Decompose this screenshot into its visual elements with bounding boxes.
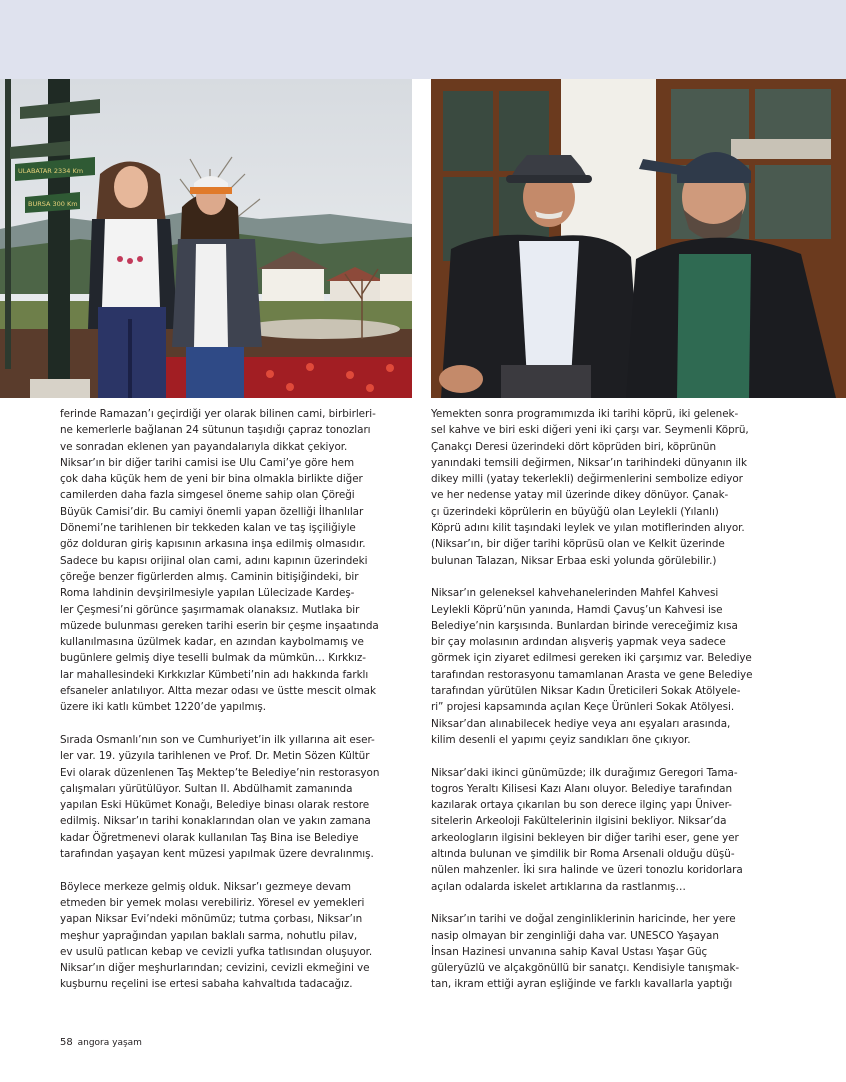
text-line: (Niksar’ın, bir diğer tarihi köprüsü olan ve Kelkit üzerinde <box>431 538 725 551</box>
text-line: altında bulunan ve şimdilik bir Roma Arsenali olduğu düşü- <box>431 848 735 861</box>
magazine-name: angora yaşam <box>77 1038 142 1048</box>
text-line: Çanakçı Deresi üzerindeki dört köprüden biri, köprünün <box>431 440 716 453</box>
text-line: bulunan Talazan, Niksar Erbaa eski yolunda görülebilir.) <box>431 554 717 567</box>
photo-two-men <box>431 79 846 398</box>
text-line: Dönemi’ne tarihlenen bir tekkeden kalan ve taş işçiliğiyle <box>60 522 356 535</box>
text-line: Niksar’ın bir diğer tarihi camisi ise Ulu Cami’ye göre hem <box>60 456 355 469</box>
text-line: ler Çeşmesi’ni görünce şaşırmamak olanaksız. Mutlaka bir <box>60 603 360 616</box>
paragraph <box>431 911 791 992</box>
text-line: bir çay molasının ardından alışveriş yapmak veya sadece <box>431 636 726 649</box>
page-footer <box>60 1037 142 1048</box>
text-line: Böylece merkeze gelmiş olduk. Niksar’ı gezmeye devam <box>60 880 351 893</box>
text-line: tarafından yaşayan kent müzesi yapılmak üzere devralınmış. <box>60 848 374 861</box>
text-line: çok daha küçük hem de yeni bir bina olmakla birlikte diğer <box>60 473 363 486</box>
text-line: çı üzerindeki köprülerin en büyüğü olan Leylekli (Yılanlı) <box>431 505 719 518</box>
text-line: ve her nedense yatay mil üzerinde dikey dönüyor. Çanak- <box>431 489 729 502</box>
text-line: sitelerin Arkeoloji Fakültelerinin ilgisini bekliyor. Niksar’da <box>431 815 727 828</box>
text-line: nülen mahzenler. İki sıra halinde ve üzeri tonozlu koridorlara <box>431 864 743 877</box>
text-line: Köprü adını kilit taşındaki leylek ve yılan motiflerinden alıyor. <box>431 522 745 535</box>
text-line: ve sonradan eklenen yan payandalarıyla dikkat çekiyor. <box>60 440 348 453</box>
text-line: çöreğe benzer figürlerden almış. Caminin bitişiğindeki, bir <box>60 570 359 583</box>
text-line: kadar Öğretmenevi olarak kullanılan Taş Bina ise Belediye <box>60 831 359 844</box>
top-color-band <box>0 0 846 79</box>
text-line: sel kahve ve biri eski diğeri yeni iki çarşı var. Seymenli Köprü, <box>431 424 749 437</box>
photo-girls-signpost <box>0 79 412 398</box>
text-line: kazılarak ortaya çıkarılan bu son derece ilginç yapı Üniver- <box>431 799 732 812</box>
text-line: etmeden bir yemek molası verebiliriz. Yöresel ev yemekleri <box>60 896 365 909</box>
text-line: Niksar’ın geleneksel kahvehanelerinden Mahfel Kahvesi <box>431 587 719 600</box>
text-line: yanındaki temsili değirmen, Niksar’ın tarihindeki dünyanın ilk <box>431 456 747 469</box>
text-line: kilim desenli el yapımı çeyiz sandıkları öne çıkıyor. <box>431 733 691 746</box>
signpost-sign-1: ULABATAR 2334 Km <box>18 167 84 175</box>
text-line: kuşburnu reçelini ise ertesi sabaha kahvaltıda tadacağız. <box>60 978 353 991</box>
paragraph <box>431 765 791 895</box>
text-line: açılan odalarda iskelet artıklarına da rastlanmış… <box>431 880 686 893</box>
text-line: ferinde Ramazan’ı geçirdiği yer olarak bilinen cami, birbirleri- <box>60 408 376 420</box>
text-line: Sadece bu kapısı orijinal olan cami, adını kapının üzerindeki <box>60 554 368 567</box>
text-line: tan, ikram ettiği ayran eşliğinde ve farklı kavallarla yaptığı <box>431 978 733 991</box>
text-line: Evi olarak düzenlenen Taş Mektep’te Belediye’nin restorasyon <box>60 766 380 779</box>
text-line: edilmiş. Niksar’ın tarihi konaklarından olan ve yakın zamana <box>60 815 371 828</box>
text-line: dikey milli (yatay tekerlekli) değirmenlerini sembolize ediyor <box>431 473 743 486</box>
text-line: güleryüzlü ve alçakgönüllü bir sanatçı. Kendisiyle tanışmak- <box>431 962 740 975</box>
text-line: göz dolduran giriş kapısının arkasına inşa edilmiş olmasıdır. <box>60 538 366 551</box>
paragraph <box>60 406 413 716</box>
text-line: İnsan Hazinesi unvanına sahip Kaval Ustası Yaşar Güç <box>431 945 708 958</box>
signpost-sign-2: BURSA 300 Km <box>28 200 78 208</box>
text-line: Yemekten sonra programımızda iki tarihi köprü, iki gelenek- <box>431 408 739 420</box>
text-line: Büyük Camisi’dir. Bu camiyi önemli yapan özelliği İlhanlılar <box>60 505 364 518</box>
paragraph <box>60 879 413 993</box>
text-line: Belediye’nin karşısında. Bunlardan birinde vereceğimiz kısa <box>431 619 738 632</box>
text-line: Leylekli Köprü’nün yanında, Hamdi Çavuş’un Kahvesi ise <box>431 603 723 616</box>
text-line: togros Yeraltı Kilisesi Kazı Alanı oluyor. Belediye tarafından <box>431 782 733 795</box>
text-line: ev usulü patlıcan kebap ve cevizli yufka tatlısından oluşuyor. <box>60 945 373 958</box>
article-column-left <box>60 406 413 1009</box>
paragraph <box>60 732 413 862</box>
page-number: 58 <box>60 1037 73 1048</box>
text-line: Niksar’ın diğer meşhurlarından; cevizini, cevizli ekmeğini ve <box>60 962 370 975</box>
paragraph <box>431 406 791 569</box>
text-line: kullanılmasına üzülmek kadar, en azından kaybolmamış ve <box>60 636 364 649</box>
text-line: nasip olmayan bir zenginliği daha var. UNESCO Yaşayan <box>431 929 719 942</box>
text-line: yapan Niksar Evi’ndeki mönümüz; tutma çorbası, Niksar’ın <box>60 913 363 926</box>
text-line: Niksar’daki ikinci günümüzde; ilk durağımız Geregori Tama- <box>431 766 738 779</box>
text-line: Niksar’ın tarihi ve doğal zenginliklerinin haricinde, her yere <box>431 913 736 926</box>
article-column-right <box>431 406 791 1009</box>
text-line: Niksar’dan alınabilecek hediye veya anı eşyaları arasında, <box>431 717 731 730</box>
text-line: bugünlere gelmiş diye teselli bulmak da mümkün… Kırkkız- <box>60 652 366 665</box>
text-line: çalışmaları yürütülüyor. Sultan II. Abdülhamit zamanında <box>60 782 353 795</box>
text-line: efsaneler anlatılıyor. Altta mezar odası ve üstte mescit olmak <box>60 685 376 698</box>
paragraph <box>431 585 791 748</box>
text-line: ri” projesi kapsamında açılan Keçe Ürünleri Sokak Atölyesi. <box>431 701 735 714</box>
text-line: tarafından yürütülen Niksar Kadın Üreticileri Sokak Atölyele- <box>431 685 741 698</box>
text-line: ler var. 19. yüzyıla tarihlenen ve Prof. Dr. Metin Sözen Kültür <box>60 750 370 763</box>
text-line: tarafından restorasyonu tamamlanan Arasta ve gene Belediye <box>431 668 753 681</box>
text-line: Roma lahdinin devşirilmesiyle yapılan Lülecizade Kardeş- <box>60 587 355 600</box>
text-line: yapılan Eski Hükümet Konağı, Belediye binası olarak restore <box>60 799 370 812</box>
text-line: Sırada Osmanlı’nın son ve Cumhuriyet’in ilk yıllarına ait eser- <box>60 733 375 746</box>
text-line: lar mahallesindeki Kırkkızlar Kümbeti’nin adı hakkında farklı <box>60 668 369 681</box>
text-line: müzede bulunması gereken tarihi eserin bir çeşme inşaatında <box>60 619 379 632</box>
text-line: üzere iki katlı kümbet 1220’de yapılmış. <box>60 701 267 714</box>
text-line: meşhur yaprağından yapılan baklalı sarma, nohutlu pilav, <box>60 929 358 942</box>
text-line: görmek için ziyaret edilmesi gereken iki çarşımız var. Belediye <box>431 652 752 665</box>
text-line: camilerden daha fazla simgesel öneme sahip olan Çöreği <box>60 489 355 502</box>
text-line: ne kemerlerle bağlanan 24 sütunun taşıdığı çapraz tonozları <box>60 424 371 437</box>
text-line: arkeologların ilgisini bekleyen bir diğer tarihi eser, gene yer <box>431 831 739 844</box>
